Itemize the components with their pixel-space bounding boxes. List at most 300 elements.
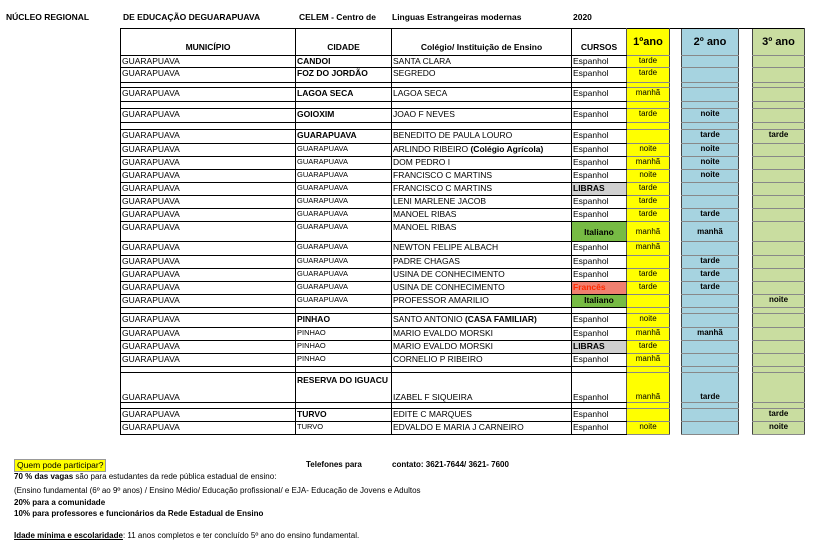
- table-row: [121, 282, 805, 295]
- instituicao-cell: [392, 88, 572, 102]
- table-row: [121, 328, 805, 341]
- table-row: [121, 256, 805, 269]
- ano3-cell: [753, 269, 805, 282]
- instituicao-cell: [392, 157, 572, 170]
- comunidade-line: 20% para a comunidade: [14, 498, 106, 507]
- curso-cell: Espanhol: [572, 144, 627, 157]
- ano2-cell: tarde: [682, 269, 739, 282]
- ano2-cell: [682, 183, 739, 196]
- ano2-cell: manhã: [682, 328, 739, 341]
- header-nucleo: NÚCLEO REGIONAL: [6, 12, 90, 22]
- cidade-cell: [296, 102, 392, 109]
- curso-cell: Espanhol: [572, 354, 627, 367]
- ano1-cell: manhã: [627, 242, 670, 256]
- quem-pode-participar: Quem pode participar?: [14, 459, 106, 472]
- municipio-cell: GUARAPUAVA: [121, 170, 296, 183]
- ano3-cell: [753, 196, 805, 209]
- spacer: [670, 341, 682, 354]
- ano3-cell: [753, 109, 805, 123]
- ano1-cell: noite: [627, 170, 670, 183]
- instituicao-cell: [392, 102, 572, 109]
- instituicao-cell: [392, 144, 572, 157]
- ano3-cell: noite: [753, 295, 805, 308]
- ensino-line: (Ensino fundamental (6º ao 9º anos) / Ensino Médio/ Educação profissional/ e EJA- Educação de Jovens e Adultos: [14, 486, 421, 495]
- municipio-cell: GUARAPUAVA: [121, 209, 296, 222]
- cidade-cell: GUARAPUAVA: [296, 157, 392, 170]
- ano3-cell: [753, 328, 805, 341]
- ano1-cell: tarde: [627, 183, 670, 196]
- municipio-cell: [121, 123, 296, 130]
- municipio-cell: GUARAPUAVA: [121, 109, 296, 123]
- table-row: [121, 68, 805, 83]
- spacer: [670, 328, 682, 341]
- curso-cell: Espanhol: [572, 157, 627, 170]
- spacer: [670, 88, 682, 102]
- municipio-cell: GUARAPUAVA: [121, 314, 296, 328]
- municipio-cell: GUARAPUAVA: [121, 56, 296, 68]
- header-celem: CELEM - Centro de: [299, 12, 376, 22]
- spacer: [739, 354, 753, 367]
- instituicao-name: PADRE CHAGAS: [393, 256, 460, 266]
- instituicao-extra: (Colégio Agrícola): [470, 144, 544, 154]
- idade-text: : 11 anos completos e ter concluído 5º ano do ensino fundamental.: [122, 531, 360, 540]
- instituicao-name: USINA DE CONHECIMENTO: [393, 269, 505, 279]
- idade-label: Idade mínima e escolaridade: [14, 531, 123, 540]
- table-row: [121, 130, 805, 144]
- municipio-cell: GUARAPUAVA: [121, 295, 296, 308]
- ano1-cell: manhã: [627, 354, 670, 367]
- instituicao-name: BENEDITO DE PAULA LOURO: [393, 130, 513, 140]
- instituicao-extra: (CASA FAMILIAR): [464, 314, 537, 324]
- ano3-cell: tarde: [753, 130, 805, 144]
- ano1-cell: [627, 130, 670, 144]
- municipio-cell: GUARAPUAVA: [121, 354, 296, 367]
- cidade-cell: GUARAPUAVA: [296, 209, 392, 222]
- instituicao-name: DOM PEDRO I: [393, 157, 451, 167]
- ano2-cell: [682, 409, 739, 422]
- spacer: [670, 295, 682, 308]
- spacer: [670, 422, 682, 435]
- ano3-cell: [753, 144, 805, 157]
- cidade-cell: GUARAPUAVA: [296, 256, 392, 269]
- instituicao-cell: [392, 209, 572, 222]
- instituicao-name: EDITE C MARQUES: [393, 409, 472, 419]
- table-row: [121, 157, 805, 170]
- instituicao-name: MANOEL RIBAS: [393, 222, 457, 232]
- curso-cell: Espanhol: [572, 373, 627, 403]
- curso-cell: Italiano: [572, 222, 627, 242]
- ano1-cell: [627, 102, 670, 109]
- ano2-cell: [682, 102, 739, 109]
- instituicao-name: MANOEL RIBAS: [393, 209, 457, 219]
- instituicao-cell: [392, 170, 572, 183]
- table-row: [121, 354, 805, 367]
- instituicao-name: FRANCISCO C MARTINS: [393, 183, 493, 193]
- ano3-cell: [753, 256, 805, 269]
- ano3-cell: [753, 56, 805, 68]
- spacer: [670, 409, 682, 422]
- spacer: [670, 123, 682, 130]
- cidade-cell: FOZ DO JORDÃO: [296, 68, 392, 83]
- ano3-cell: [753, 222, 805, 242]
- spacer: [739, 56, 753, 68]
- spacer: [739, 373, 753, 403]
- spacer: [739, 328, 753, 341]
- spacer: [670, 209, 682, 222]
- municipio-cell: GUARAPUAVA: [121, 88, 296, 102]
- ano2-cell: [682, 341, 739, 354]
- curso-cell: Espanhol: [572, 409, 627, 422]
- spacer: [739, 242, 753, 256]
- ano2-cell: [682, 422, 739, 435]
- cidade-cell: [296, 123, 392, 130]
- curso-cell: LIBRAS: [572, 183, 627, 196]
- spacer: [670, 109, 682, 123]
- header-de-educacao: DE EDUCAÇÃO DEGUARAPUAVA: [123, 12, 261, 22]
- table-row: [121, 295, 805, 308]
- instituicao-name: NEWTON FELIPE ALBACH: [393, 242, 499, 252]
- instituicao-name: ARLINDO RIBEIRO: [393, 144, 471, 154]
- spacer: [670, 144, 682, 157]
- schools-table: [120, 28, 805, 435]
- spacer: [739, 144, 753, 157]
- municipio-cell: GUARAPUAVA: [121, 183, 296, 196]
- spacer: [739, 130, 753, 144]
- table-row: [121, 123, 805, 130]
- cidade-cell: LAGOA SECA: [296, 88, 392, 102]
- table-row: [121, 422, 805, 435]
- ano1-cell: manhã: [627, 373, 670, 403]
- spacer: [670, 56, 682, 68]
- cidade-cell: GUARAPUAVA: [296, 144, 392, 157]
- curso-cell: Espanhol: [572, 196, 627, 209]
- table-row: [121, 102, 805, 109]
- municipio-cell: GUARAPUAVA: [121, 422, 296, 435]
- professores-line: 10% para professores e funcionários da Rede Estadual de Ensino: [14, 509, 264, 518]
- spacer: [670, 102, 682, 109]
- ano1-cell: noite: [627, 314, 670, 328]
- municipio-cell: GUARAPUAVA: [121, 68, 296, 83]
- table-header-row: [121, 29, 805, 56]
- ano1-cell: manhã: [627, 328, 670, 341]
- cidade-cell: GUARAPUAVA: [296, 242, 392, 256]
- curso-cell: Espanhol: [572, 328, 627, 341]
- curso-cell: Italiano: [572, 295, 627, 308]
- header-year: 2020: [573, 12, 592, 22]
- table-row: [121, 209, 805, 222]
- spacer: [739, 409, 753, 422]
- curso-cell: Espanhol: [572, 209, 627, 222]
- municipio-cell: GUARAPUAVA: [121, 269, 296, 282]
- vagas-line: [14, 472, 276, 481]
- ano2-cell: [682, 123, 739, 130]
- ano2-cell: [682, 314, 739, 328]
- ano3-cell: [753, 354, 805, 367]
- instituicao-cell: [392, 130, 572, 144]
- table-row: [121, 56, 805, 68]
- ano3-cell: [753, 68, 805, 83]
- cidade-cell: CANDOI: [296, 56, 392, 68]
- spacer: [739, 102, 753, 109]
- table-row: [121, 170, 805, 183]
- municipio-cell: GUARAPUAVA: [121, 256, 296, 269]
- municipio-cell: GUARAPUAVA: [121, 328, 296, 341]
- ano1-cell: [627, 409, 670, 422]
- instituicao-cell: [392, 242, 572, 256]
- ano3-cell: [753, 88, 805, 102]
- ano3-cell: [753, 170, 805, 183]
- cidade-cell: GUARAPUAVA: [296, 269, 392, 282]
- spacer: [670, 314, 682, 328]
- spacer: [670, 282, 682, 295]
- spacer: [739, 183, 753, 196]
- ano2-cell: noite: [682, 157, 739, 170]
- instituicao-cell: [392, 409, 572, 422]
- spacer: [670, 354, 682, 367]
- curso-cell: Francês: [572, 282, 627, 295]
- ano2-cell: noite: [682, 144, 739, 157]
- spacer: [670, 68, 682, 83]
- curso-cell: [572, 102, 627, 109]
- instituicao-cell: [392, 314, 572, 328]
- instituicao-name: SANTO ANTONIO: [393, 314, 465, 324]
- ano1-cell: noite: [627, 422, 670, 435]
- spacer: [739, 196, 753, 209]
- instituicao-cell: [392, 183, 572, 196]
- idade-line: [14, 531, 359, 540]
- cidade-cell: TURVO: [296, 422, 392, 435]
- ano1-cell: tarde: [627, 269, 670, 282]
- col-municipio: MUNICÍPIO: [121, 29, 296, 56]
- spacer: [739, 422, 753, 435]
- instituicao-name: JOAO F NEVES: [393, 109, 455, 119]
- col-ano2: 2º ano: [682, 29, 739, 56]
- spacer: [739, 88, 753, 102]
- col-ano1: 1ºano: [627, 29, 670, 56]
- instituicao-cell: [392, 282, 572, 295]
- ano2-cell: tarde: [682, 256, 739, 269]
- vagas-rest: são para estudantes da rede pública estadual de ensino:: [73, 472, 277, 481]
- ano3-cell: noite: [753, 422, 805, 435]
- curso-cell: Espanhol: [572, 130, 627, 144]
- vagas-bold: 70 % das vagas: [14, 472, 74, 481]
- ano1-cell: manhã: [627, 222, 670, 242]
- ano3-cell: [753, 314, 805, 328]
- ano2-cell: [682, 88, 739, 102]
- spacer: [670, 373, 682, 403]
- instituicao-cell: [392, 56, 572, 68]
- table-row: [121, 409, 805, 422]
- ano1-cell: tarde: [627, 341, 670, 354]
- spacer: [739, 295, 753, 308]
- col-ano3: 3º ano: [753, 29, 805, 56]
- instituicao-cell: [392, 222, 572, 242]
- cidade-cell: GUARAPUAVA: [296, 170, 392, 183]
- curso-cell: Espanhol: [572, 109, 627, 123]
- table-row: [121, 196, 805, 209]
- ano2-cell: noite: [682, 170, 739, 183]
- col-cursos: CURSOS: [572, 29, 627, 56]
- spacer: [670, 256, 682, 269]
- curso-cell: Espanhol: [572, 170, 627, 183]
- municipio-cell: GUARAPUAVA: [121, 222, 296, 242]
- ano1-cell: [627, 123, 670, 130]
- instituicao-cell: [392, 123, 572, 130]
- spacer: [739, 341, 753, 354]
- spacer: [670, 196, 682, 209]
- ano2-cell: [682, 196, 739, 209]
- instituicao-cell: [392, 354, 572, 367]
- ano3-cell: [753, 102, 805, 109]
- cidade-cell: GUARAPUAVA: [296, 183, 392, 196]
- cidade-cell: PINHAO: [296, 328, 392, 341]
- curso-cell: Espanhol: [572, 422, 627, 435]
- curso-cell: LIBRAS: [572, 341, 627, 354]
- col-cidade: CIDADE: [296, 29, 392, 56]
- curso-cell: Espanhol: [572, 242, 627, 256]
- spacer: [739, 170, 753, 183]
- instituicao-cell: [392, 328, 572, 341]
- municipio-cell: GUARAPUAVA: [121, 242, 296, 256]
- curso-cell: Espanhol: [572, 88, 627, 102]
- instituicao-cell: [392, 256, 572, 269]
- ano2-cell: manhã: [682, 222, 739, 242]
- municipio-cell: GUARAPUAVA: [121, 130, 296, 144]
- ano3-cell: [753, 209, 805, 222]
- spacer: [739, 314, 753, 328]
- spacer: [670, 157, 682, 170]
- ano3-cell: tarde: [753, 409, 805, 422]
- col-colegio: Colégio/ Instituição de Ensino: [392, 29, 572, 56]
- instituicao-name: SANTA CLARA: [393, 56, 451, 66]
- table-row: [121, 144, 805, 157]
- municipio-cell: GUARAPUAVA: [121, 409, 296, 422]
- ano1-cell: tarde: [627, 196, 670, 209]
- instituicao-cell: [392, 373, 572, 403]
- instituicao-name: SEGREDO: [393, 68, 436, 78]
- table-row: [121, 183, 805, 196]
- instituicao-name: EDVALDO E MARIA J CARNEIRO: [393, 422, 524, 432]
- table-row: [121, 242, 805, 256]
- table-row: [121, 222, 805, 242]
- cidade-cell: RESERVA DO IGUACU: [296, 373, 392, 403]
- instituicao-cell: [392, 269, 572, 282]
- municipio-cell: GUARAPUAVA: [121, 196, 296, 209]
- spacer: [739, 68, 753, 83]
- instituicao-name: IZABEL F SIQUEIRA: [393, 392, 473, 402]
- table-row: [121, 314, 805, 328]
- cidade-cell: GUARAPUAVA: [296, 196, 392, 209]
- ano3-cell: [753, 341, 805, 354]
- spacer: [739, 123, 753, 130]
- ano1-cell: tarde: [627, 282, 670, 295]
- ano2-cell: [682, 242, 739, 256]
- table-row: [121, 373, 805, 403]
- table-row: [121, 88, 805, 102]
- ano1-cell: tarde: [627, 209, 670, 222]
- instituicao-cell: [392, 68, 572, 83]
- cidade-cell: GUARAPUAVA: [296, 222, 392, 242]
- ano1-cell: manhã: [627, 88, 670, 102]
- ano2-cell: noite: [682, 109, 739, 123]
- spacer: [739, 109, 753, 123]
- ano1-cell: noite: [627, 144, 670, 157]
- ano2-cell: [682, 56, 739, 68]
- header-linguas: Linguas Estrangeiras modernas: [392, 12, 522, 22]
- municipio-cell: GUARAPUAVA: [121, 144, 296, 157]
- table-row: [121, 109, 805, 123]
- cidade-cell: PINHAO: [296, 341, 392, 354]
- ano3-cell: [753, 157, 805, 170]
- curso-cell: Espanhol: [572, 256, 627, 269]
- cidade-cell: GUARAPUAVA: [296, 295, 392, 308]
- curso-cell: Espanhol: [572, 68, 627, 83]
- instituicao-cell: [392, 295, 572, 308]
- instituicao-name: LAGOA SECA: [393, 88, 448, 98]
- cidade-cell: PINHAO: [296, 354, 392, 367]
- instituicao-name: CORNELIO P RIBEIRO: [393, 354, 483, 364]
- cidade-cell: TURVO: [296, 409, 392, 422]
- ano1-cell: tarde: [627, 109, 670, 123]
- instituicao-cell: [392, 422, 572, 435]
- instituicao-name: MARIO EVALDO MORSKI: [393, 328, 493, 338]
- instituicao-name: PROFESSOR AMARILIO: [393, 295, 489, 305]
- municipio-cell: GUARAPUAVA: [121, 282, 296, 295]
- ano2-cell: tarde: [682, 209, 739, 222]
- ano1-cell: manhã: [627, 157, 670, 170]
- ano2-cell: [682, 354, 739, 367]
- instituicao-name: MARIO EVALDO MORSKI: [393, 341, 493, 351]
- municipio-cell: [121, 102, 296, 109]
- spacer: [739, 209, 753, 222]
- ano1-cell: tarde: [627, 68, 670, 83]
- cidade-cell: GUARAPUAVA: [296, 282, 392, 295]
- instituicao-cell: [392, 341, 572, 354]
- ano1-cell: [627, 295, 670, 308]
- instituicao-cell: [392, 109, 572, 123]
- municipio-cell: GUARAPUAVA: [121, 341, 296, 354]
- cidade-cell: GOIOXIM: [296, 109, 392, 123]
- ano1-cell: [627, 256, 670, 269]
- ano2-cell: tarde: [682, 282, 739, 295]
- spacer: [670, 130, 682, 144]
- ano3-cell: [753, 183, 805, 196]
- curso-cell: Espanhol: [572, 269, 627, 282]
- instituicao-name: LENI MARLENE JACOB: [393, 196, 487, 206]
- municipio-cell: GUARAPUAVA: [121, 373, 296, 403]
- spacer: [739, 157, 753, 170]
- spacer: [739, 269, 753, 282]
- table-row: [121, 269, 805, 282]
- instituicao-name: USINA DE CONHECIMENTO: [393, 282, 505, 292]
- spacer: [739, 282, 753, 295]
- municipio-cell: GUARAPUAVA: [121, 157, 296, 170]
- ano3-cell: [753, 242, 805, 256]
- ano2-cell: tarde: [682, 130, 739, 144]
- spacer: [670, 242, 682, 256]
- cidade-cell: PINHAO: [296, 314, 392, 328]
- spacer: [670, 222, 682, 242]
- spacer: [739, 29, 753, 56]
- spacer: [739, 222, 753, 242]
- instituicao-cell: [392, 196, 572, 209]
- ano3-cell: [753, 373, 805, 403]
- spacer: [670, 183, 682, 196]
- ano3-cell: [753, 282, 805, 295]
- instituicao-name: FRANCISCO C MARTINS: [393, 170, 493, 180]
- contato-phones: contato: 3621-7644/ 3621- 7600: [392, 460, 509, 469]
- spacer: [670, 29, 682, 56]
